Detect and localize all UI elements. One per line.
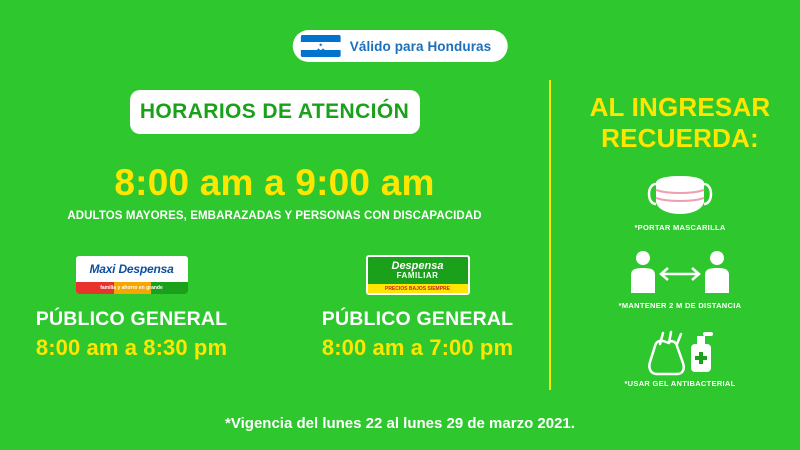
country-validity-label: Válido para Honduras bbox=[349, 38, 492, 54]
hand-sanitizer-icon bbox=[560, 324, 800, 376]
priority-hours: 8:00 am a 9:00 am bbox=[114, 162, 435, 203]
country-validity-badge bbox=[293, 30, 508, 62]
page-title: HORARIOS DE ATENCIÓN bbox=[139, 100, 410, 123]
schedule-title-pill bbox=[130, 90, 420, 134]
maxi-despensa-logo-title: Maxi Despensa bbox=[89, 262, 174, 276]
schedule-section bbox=[0, 90, 549, 361]
flag-stars: ★★ ★ ★★ bbox=[316, 37, 326, 54]
maxi-despensa-hours: 8:00 am a 8:30 pm bbox=[35, 335, 228, 360]
safety-reminders-section bbox=[560, 92, 800, 388]
priority-groups-note: ADULTOS MAYORES, EMBARAZADAS Y PERSONAS CON DISCAPACIDAD bbox=[67, 210, 482, 222]
brand-schedule-list bbox=[0, 252, 549, 361]
despensa-familiar-tagline: PRECIOS BAJOS SIEMPRE bbox=[384, 285, 450, 292]
social-distance-icon bbox=[560, 246, 800, 298]
despensa-familiar-logo-bar bbox=[368, 284, 468, 293]
maxi-despensa-audience-label: PÚBLICO GENERAL bbox=[35, 308, 228, 330]
despensa-familiar-audience-label: PÚBLICO GENERAL bbox=[321, 308, 514, 330]
despensa-familiar-hours: 8:00 am a 7:00 pm bbox=[321, 335, 514, 360]
despensa-familiar-logo-box bbox=[303, 252, 533, 298]
safety-reminders-title bbox=[560, 92, 800, 154]
brand-column-despensa-familiar bbox=[303, 252, 533, 361]
face-mask-icon bbox=[560, 168, 800, 220]
validity-footer: *Vigencia del lunes 22 al lunes 29 de marzo 2021. bbox=[225, 415, 575, 432]
safety-tip-distance bbox=[560, 246, 800, 310]
maxi-despensa-logo-bar bbox=[76, 282, 188, 294]
despensa-familiar-logo bbox=[366, 255, 470, 295]
safety-tip-sanitizer-label: *USAR GEL ANTIBACTERIAL bbox=[624, 379, 736, 388]
honduras-flag-icon bbox=[301, 35, 341, 57]
safety-tip-sanitizer bbox=[560, 324, 800, 388]
maxi-despensa-tagline: familia y ahorro en grande bbox=[100, 285, 163, 291]
brand-column-maxi-despensa bbox=[17, 252, 247, 361]
safety-tip-mask bbox=[560, 168, 800, 232]
vertical-divider bbox=[549, 80, 551, 390]
despensa-familiar-logo-title bbox=[368, 257, 468, 284]
safety-title-line2: RECUERDA: bbox=[601, 123, 759, 153]
safety-tip-distance-label: *MANTENER 2 M DE DISTANCIA bbox=[618, 301, 742, 310]
maxi-despensa-logo-box bbox=[17, 252, 247, 298]
despensa-familiar-logo-line2: FAMILIAR bbox=[396, 270, 439, 280]
safety-title-line1: AL INGRESAR bbox=[589, 92, 771, 122]
maxi-despensa-logo bbox=[76, 256, 188, 294]
despensa-familiar-logo-line1: Despensa bbox=[391, 259, 444, 272]
safety-tip-mask-label: *PORTAR MASCARILLA bbox=[634, 223, 726, 232]
